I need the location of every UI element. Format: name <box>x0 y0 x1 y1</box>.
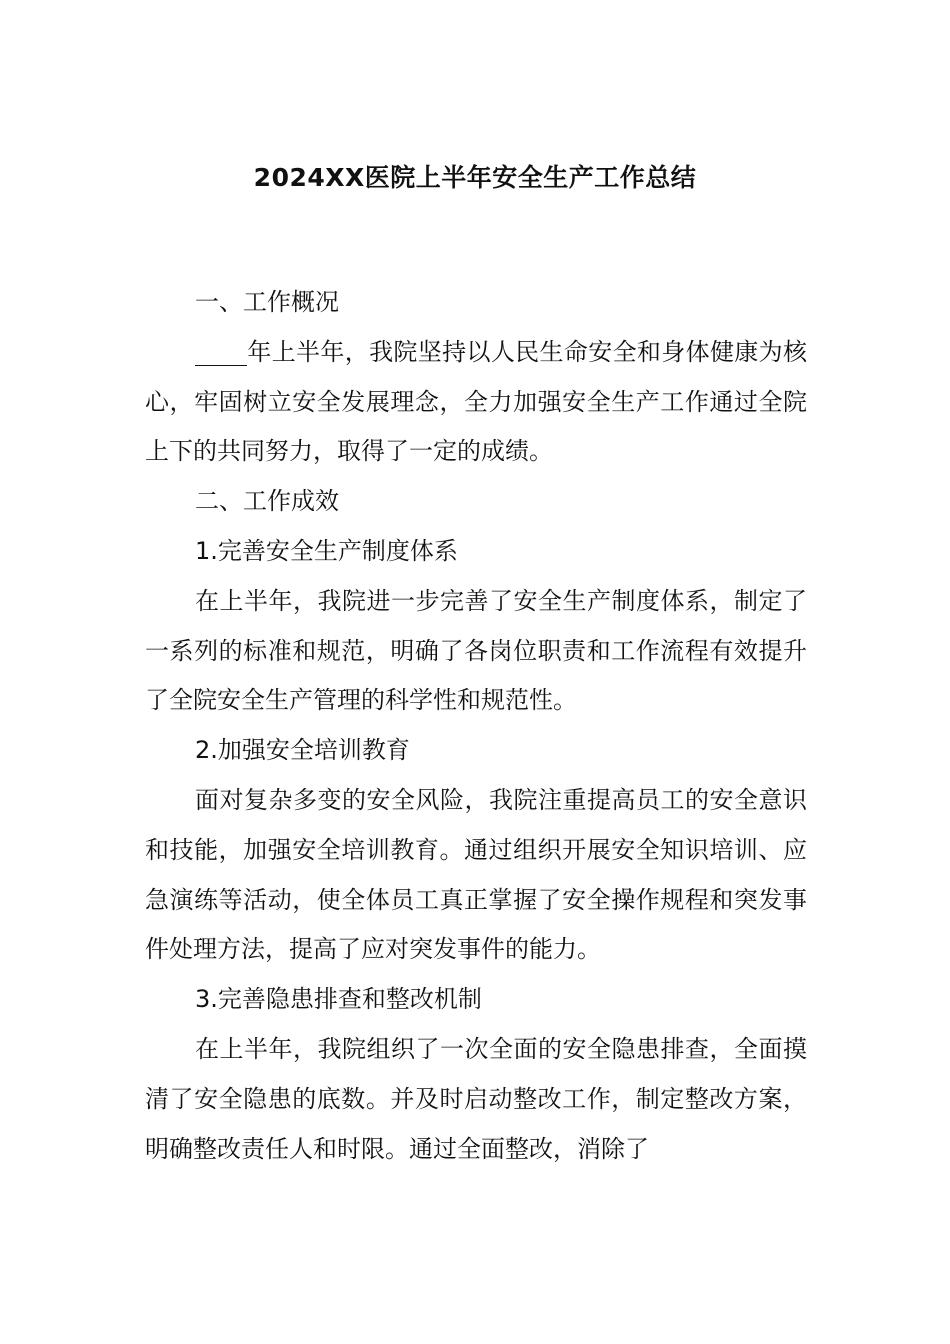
subheading-3: 3.完善隐患排查和整改机制 <box>195 985 482 1014</box>
document-body <box>145 278 807 1174</box>
fill-in-blank <box>195 335 247 366</box>
paragraph-2: 面对复杂多变的安全风险，我院注重提高员工的安全意识和技能，加强安全培训教育。通过组织开展安全知识培训、应急演练等活动，使全体员工真正掌握了安全操作规程和突发事件处理方法，提高了应对突发事件的能力。 <box>145 785 807 964</box>
subheading-2: 2.加强安全培训教育 <box>195 736 410 765</box>
paragraph-1: 在上半年，我院进一步完善了安全生产制度体系，制定了一系列的标准和规范，明确了各岗位职责和工作流程有效提升了全院安全生产管理的科学性和规范性。 <box>145 586 807 715</box>
section-heading-results: 二、工作成效 <box>195 487 339 516</box>
paragraph-overview <box>145 328 807 477</box>
section-heading-overview: 一、工作概况 <box>195 288 339 316</box>
subheading-1: 1.完善安全生产制度体系 <box>195 536 458 565</box>
paragraph-overview-text: 年上半年，我院坚持以人民生命安全和身体健康为核心，牢固树立安全发展理念，全力加强安全生产工作通过全院上下的共同努力，取得了一定的成绩。 <box>145 337 807 466</box>
document-title: 2024XX医院上半年安全生产工作总结 <box>253 163 697 192</box>
paragraph-3: 在上半年，我院组织了一次全面的安全隐患排查，全面摸清了安全隐患的底数。并及时启动整改工作，制定整改方案，明确整改责任人和时限。通过全面整改，消除了 <box>145 1034 807 1163</box>
